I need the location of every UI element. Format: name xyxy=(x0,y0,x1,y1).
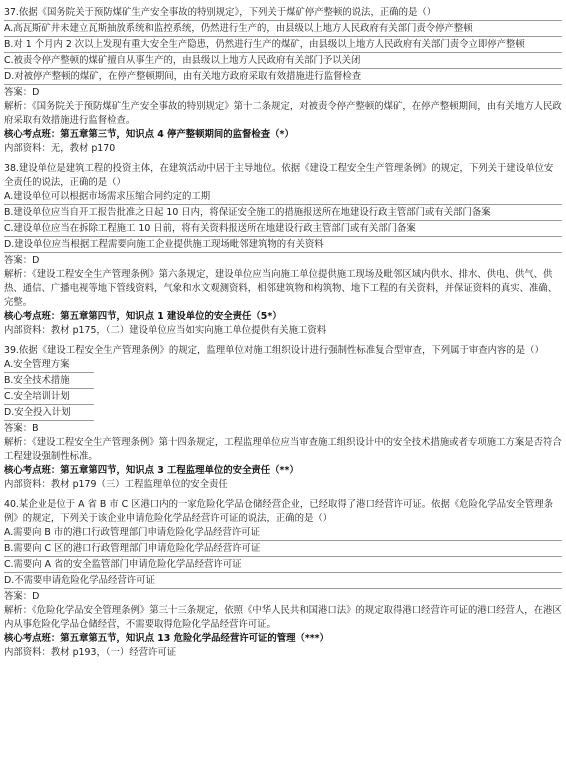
answer: 答案：D xyxy=(4,87,40,98)
option-a: A.高瓦斯矿井未建立瓦斯抽放系统和监控系统，仍然进行生产的，由县级以上地方人民政府有关部门责令停产整顿 xyxy=(4,22,562,37)
option-d: D.不需要申请危险化学品经营许可证 xyxy=(4,574,562,589)
option-c: C.被责令停产整顿的煤矿擅自从事生产的，由县级以上地方人民政府有关部门予以关闭 xyxy=(4,54,562,69)
question-38 xyxy=(4,162,562,338)
option-b: B.对 1 个月内 2 次以上发现有重大安全生产隐患，仍然进行生产的煤矿，由县级以上地方人民政府有关部门责令立即停产整顿 xyxy=(4,38,562,53)
answer: 答案：D xyxy=(4,255,40,266)
key-point: 核心考点班：第五章第四节，知识点 3 工程监理单位的安全责任（**） xyxy=(4,465,299,476)
question-37 xyxy=(4,6,562,156)
analysis: 解析：《国务院关于预防煤矿生产安全事故的特别规定》第十二条规定，对被责令停产整顿的煤矿，在停产整顿期间，由有关地方人民政府采取有效措施进行监督检查。 xyxy=(4,101,562,126)
option-d: D.建设单位应当根据工程需要向施工企业提供施工现场毗邻建筑物的有关资料 xyxy=(4,238,562,253)
question-stem: 40.某企业是位于 A 省 B 市 C 区港口内的一家危险化学品仓储经营企业，已经取得了港口经营许可证。依据《危险化学品安全管理条例》的规定，下列关于该企业申请危险化学品经营许可证的说法，正确的是（） xyxy=(4,499,554,524)
option-b: B.安全技术措施 xyxy=(4,374,94,389)
internal-reference: 内部资料：教材 p175，（二）建设单位应当如实向施工单位提供有关施工资料 xyxy=(4,325,327,336)
option-a: A.需要向 B 市的港口行政管理部门申请危险化学品经营许可证 xyxy=(4,526,562,541)
question-stem: 39.依据《建设工程安全生产管理条例》的规定，监理单位对施工组织设计进行强制性标准复合型审查，下列属于审查内容的是（） xyxy=(4,345,544,356)
option-c: C.安全培训计划 xyxy=(4,390,94,405)
question-39 xyxy=(4,344,562,492)
key-point: 核心考点班：第五章第五节，知识点 13 危险化学品经营许可证的管理（***） xyxy=(4,633,329,644)
exam-document xyxy=(4,6,562,660)
option-b: B.建设单位应当自开工报告批准之日起 10 日内，将保证安全施工的措施报送所在地建设行政主管部门或有关部门备案 xyxy=(4,206,562,221)
option-d: D.对被停产整顿的煤矿，在停产整顿期间，由有关地方政府采取有效措施进行监督检查 xyxy=(4,70,562,85)
option-a: A.建设单位可以根据市场需求压缩合同约定的工期 xyxy=(4,190,562,205)
internal-reference: 内部资料：无，教材 p170 xyxy=(4,143,116,154)
analysis: 解析：《危险化学品安全管理条例》第三十三条规定，依照《中华人民共和国港口法》的规定取得港口经营许可证的港口经营人，在港区内从事危险化学品仓储经营，不需要取得危险化学品经营许可证。 xyxy=(4,605,562,630)
question-40 xyxy=(4,498,562,660)
analysis: 解析：《建设工程安全生产管理条例》第十四条规定，工程监理单位应当审查施工组织设计中的安全技术措施或者专项施工方案是否符合工程建设强制性标准。 xyxy=(4,437,562,462)
question-stem: 38.建设单位是建筑工程的投资主体，在建筑活动中居于主导地位。依据《建设工程安全生产管理条例》的规定，下列关于建设单位安全责任的说法，正确的是（） xyxy=(4,163,554,188)
answer: 答案：D xyxy=(4,591,40,602)
option-d: D.安全投入计划 xyxy=(4,406,94,421)
option-c: C.建设单位应当在拆除工程施工 10 日前，将有关资料报送所在地建设行政主管部门或有关部门备案 xyxy=(4,222,562,237)
question-stem: 37.依据《国务院关于预防煤矿生产安全事故的特别规定》，下列关于煤矿停产整顿的说法，正确的是（） xyxy=(4,6,562,21)
key-point: 核心考点班：第五章第三节，知识点 4 停产整顿期间的监督检查（*） xyxy=(4,129,294,140)
option-c: C.需要向 A 省的安全监管部门申请危险化学品经营许可证 xyxy=(4,558,562,573)
key-point: 核心考点班：第五章第四节，知识点 1 建设单位的安全责任（5*） xyxy=(4,311,282,322)
internal-reference: 内部资料：教材 p193，（一）经营许可证 xyxy=(4,647,177,658)
option-b: B.需要向 C 区的港口行政管理部门申请危险化学品经营许可证 xyxy=(4,542,562,557)
internal-reference: 内部资料：教材 p179（三）工程监理单位的安全责任 xyxy=(4,479,228,490)
analysis: 解析：《建设工程安全生产管理条例》第六条规定，建设单位应当向施工单位提供施工现场及毗邻区域内供水、排水、供电、供气、供热、通信、广播电视等地下管线资料，气象和水文观测资料，相邻建筑物和构筑物、地下工程的有关资料，并保证资料的真实、准确、完整。 xyxy=(4,269,558,308)
option-a: A.安全管理方案 xyxy=(4,358,94,373)
answer: 答案：B xyxy=(4,423,39,434)
